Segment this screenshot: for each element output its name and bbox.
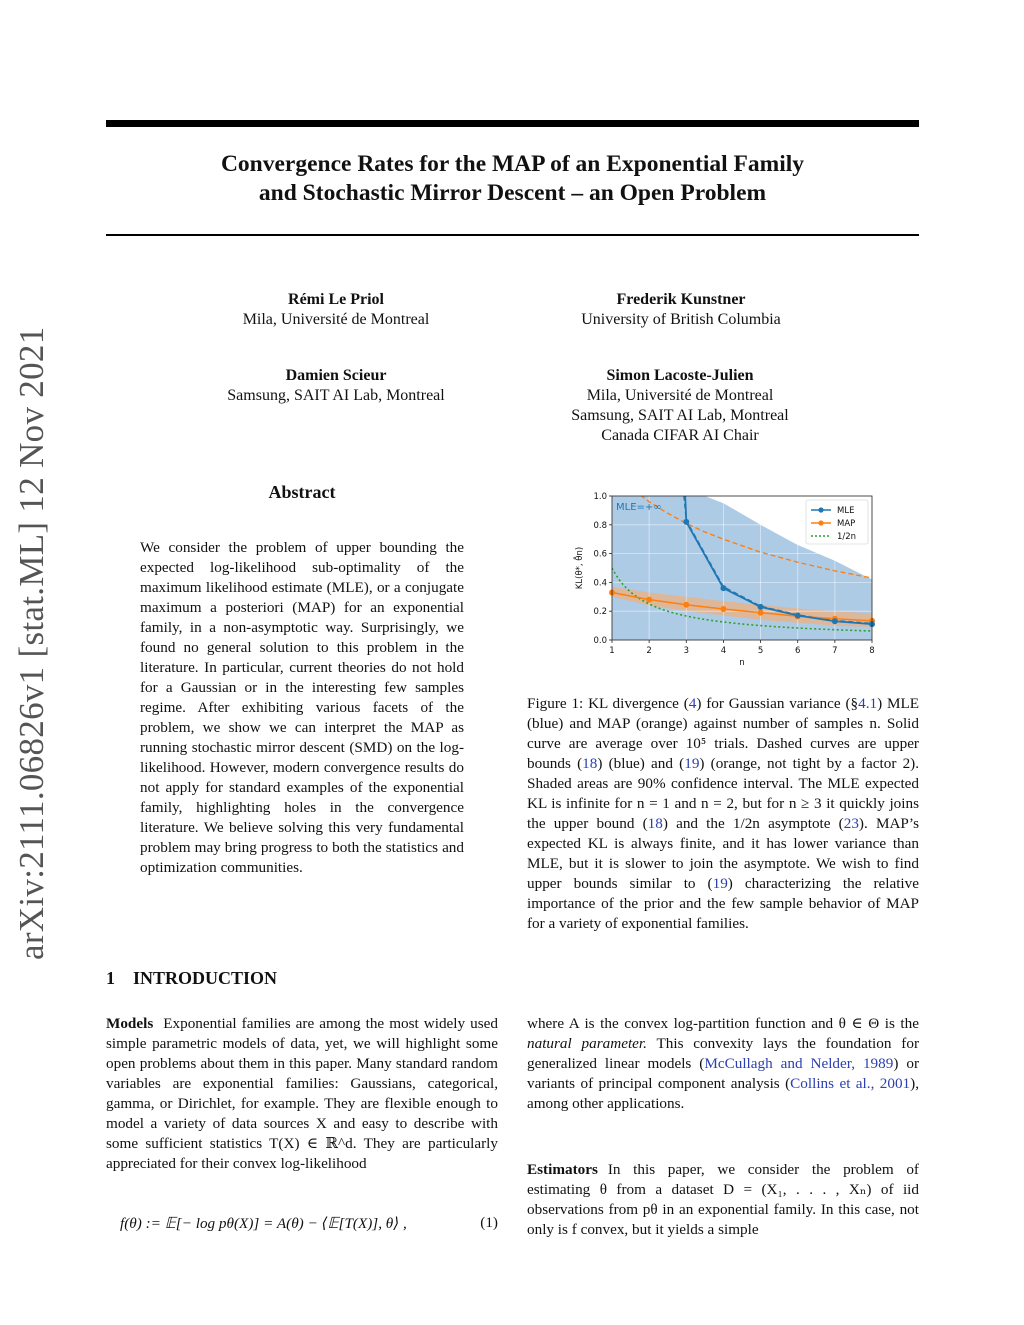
caption-text: Figure 1: KL divergence ( bbox=[527, 695, 689, 712]
author-affiliation: University of British Columbia bbox=[581, 311, 781, 328]
y-tick-label: 0.6 bbox=[593, 549, 607, 560]
author-name: Rémi Le Priol bbox=[288, 291, 384, 308]
mle-infinite-annotation: MLE=+∞ bbox=[616, 502, 662, 513]
paragraph-text: Exponential families are among the most widely used simple parametric models of data, yet, we will highlight some open problems about them in this paper. Many standard random variables are exponential families: Gaussians, categorical, gamma, or Dirichlet, for example. They are flexible enough to model a variety of data sources X and easy to describe with some sufficient statistics T(X) ∈ ℝ^d. They are particularly appreciated for their convex log-likelihood bbox=[106, 1015, 498, 1172]
caption-text: ) MLE (blue) and MAP (orange) against number of samples n. Solid curve are average over 10⁵ trials. Dashed curves are upper bounds ( bbox=[527, 695, 919, 772]
x-axis-label: n bbox=[739, 658, 745, 668]
paragraph-text: In this paper, we consider the problem of estimating θ from a dataset D = (X₁, . . . , Xₙ) of iid observations from pθ in an exponential family. In this case, not only is f convex, but it yields a simple bbox=[527, 1161, 919, 1238]
section-title: INTRODUCTION bbox=[133, 968, 278, 988]
arxiv-stamp: arXiv:2111.06826v1 [stat.ML] 12 Nov 2021 bbox=[12, 326, 51, 960]
x-tick-label: 8 bbox=[869, 646, 875, 656]
author-2 bbox=[554, 290, 808, 330]
x-tick-label: 3 bbox=[683, 646, 689, 656]
equation-ref-link[interactable]: 18 bbox=[647, 815, 663, 832]
author-name: Damien Scieur bbox=[285, 367, 387, 384]
map-point bbox=[720, 606, 726, 612]
equation-ref-link[interactable]: 19 bbox=[684, 755, 700, 772]
title-line-2: and Stochastic Mirror Descent – an Open Problem bbox=[258, 180, 767, 206]
author-affiliation: Samsung, SAIT AI Lab, Montreal bbox=[571, 407, 789, 424]
paragraph-text: ) or variants of principal component analysis ( bbox=[527, 1055, 920, 1092]
map-point bbox=[758, 610, 764, 616]
caption-text: ) (orange, not tight by a factor 2). Shaded areas are 90% confidence interval. The MLE expected KL is infinite for n = 1 and n = 2, but for n ≥ 3 it quickly joins the upper bound ( bbox=[527, 755, 920, 832]
title-line-1: Convergence Rates for the MAP of an Exponential Family bbox=[220, 151, 805, 177]
equation-ref-link[interactable]: 23 bbox=[843, 815, 859, 832]
paragraph-heading: Models bbox=[106, 1015, 154, 1032]
figure-1-caption bbox=[527, 694, 919, 934]
legend-label: MAP bbox=[837, 519, 856, 529]
mle-point bbox=[795, 613, 801, 619]
y-tick-label: 1.0 bbox=[593, 492, 607, 502]
y-axis-label: KL(θ*, θ̂n) bbox=[575, 546, 585, 590]
paragraph-text: where A is the convex log-partition function and θ ∈ Θ is the bbox=[527, 1015, 919, 1032]
paragraph-text: This convexity lays the foundation for generalized linear models ( bbox=[527, 1035, 919, 1072]
figure-1-chart bbox=[570, 488, 890, 678]
y-tick-label: 0.0 bbox=[593, 636, 607, 646]
emphasis-text: natural parameter. bbox=[527, 1035, 647, 1052]
author-affiliation: Mila, Université de Montreal bbox=[242, 311, 430, 328]
equation-text: f(θ) := 𝔼[− log pθ(X)] = A(θ) − ⟨𝔼[T(X)], θ⟩ , bbox=[120, 1215, 407, 1232]
title-rule bbox=[106, 234, 919, 236]
equation-ref-link[interactable]: 4 bbox=[688, 695, 697, 712]
x-tick-label: 5 bbox=[757, 646, 764, 656]
citation-link[interactable]: McCullagh and Nelder, 1989 bbox=[704, 1055, 894, 1072]
abstract-heading: Abstract bbox=[268, 482, 336, 502]
y-tick-label: 0.2 bbox=[593, 607, 607, 618]
legend-marker bbox=[818, 507, 823, 512]
y-tick-label: 0.8 bbox=[593, 520, 607, 531]
x-tick-label: 6 bbox=[795, 646, 801, 656]
author-affiliation: Mila, Université de Montreal bbox=[586, 387, 774, 404]
caption-text: ). MAP’s expected KL is always finite, and it has lower variance than MLE, but it is slower to join the asymptote. We wish to find upper bounds similar to ( bbox=[527, 815, 919, 892]
equation-1 bbox=[120, 1214, 498, 1233]
author-4 bbox=[540, 366, 820, 446]
x-tick-label: 4 bbox=[720, 646, 727, 656]
author-3 bbox=[196, 366, 476, 406]
kl-divergence-plot bbox=[570, 488, 890, 678]
caption-text: ) characterizing the relative importance of the prior and the few sample behavior of MAP for a variety of exponential families. bbox=[527, 875, 919, 932]
log-partition-paragraph bbox=[527, 1014, 919, 1114]
author-1 bbox=[216, 290, 456, 330]
section-number: 1 bbox=[106, 968, 115, 988]
paragraph-heading: Estimators bbox=[527, 1161, 598, 1178]
map-point bbox=[683, 602, 689, 608]
section-heading bbox=[106, 968, 277, 989]
equation-ref-link[interactable]: 18 bbox=[582, 755, 598, 772]
models-paragraph bbox=[106, 1014, 498, 1174]
mle-point bbox=[758, 604, 764, 610]
abstract-text: We consider the problem of upper bounding the expected log-likelihood sub-optimality of the maximum likelihood estimate (MLE), or a conjugate maximum a posteriori (MAP) for an exponential family, in a non-asymptotic way. Surprisingly, we found no general solution to this problem in the literature. In particular, current theories do not hold for a Gaussian or in the interesting few samples regime. After exhibiting various facets of the problem, we show we can interpret the MAP as running stochastic mirror descent (SMD) on the log-likelihood. However, modern convergence results do not apply for standard examples of the exponential family, highlighting holes in the convergence literature. We believe solving this very fundamental problem may bring progress to both the statistics and optimization communities. bbox=[140, 539, 464, 876]
x-tick-label: 2 bbox=[646, 646, 652, 656]
legend-label: 1/2n bbox=[837, 532, 857, 542]
caption-text: ) and the 1/2n asymptote ( bbox=[662, 815, 844, 832]
legend-label: MLE bbox=[837, 506, 855, 516]
equation-ref-link[interactable]: 19 bbox=[712, 875, 728, 892]
x-tick-label: 7 bbox=[832, 646, 838, 656]
author-name: Frederik Kunstner bbox=[616, 291, 746, 308]
map-point bbox=[646, 597, 652, 603]
legend-marker bbox=[818, 520, 823, 525]
estimators-paragraph bbox=[527, 1160, 919, 1240]
mle-point bbox=[832, 618, 838, 624]
section-ref-link[interactable]: 4.1 bbox=[858, 695, 878, 712]
x-tick-label: 1 bbox=[609, 646, 615, 656]
caption-text: ) for Gaussian variance (§ bbox=[696, 695, 859, 712]
mle-point bbox=[683, 519, 689, 525]
citation-link[interactable]: Collins et al., 2001 bbox=[790, 1075, 911, 1092]
equation-number: (1) bbox=[480, 1214, 498, 1231]
paragraph-text: ), among other applications. bbox=[527, 1075, 919, 1112]
caption-text: ) (blue) and ( bbox=[597, 755, 685, 772]
paper-title bbox=[106, 150, 919, 208]
author-affiliation: Canada CIFAR AI Chair bbox=[601, 427, 759, 444]
author-affiliation: Samsung, SAIT AI Lab, Montreal bbox=[227, 387, 445, 404]
top-rule bbox=[106, 120, 919, 127]
mle-point bbox=[720, 585, 726, 591]
author-name: Simon Lacoste-Julien bbox=[606, 367, 754, 384]
y-tick-label: 0.4 bbox=[593, 578, 607, 589]
